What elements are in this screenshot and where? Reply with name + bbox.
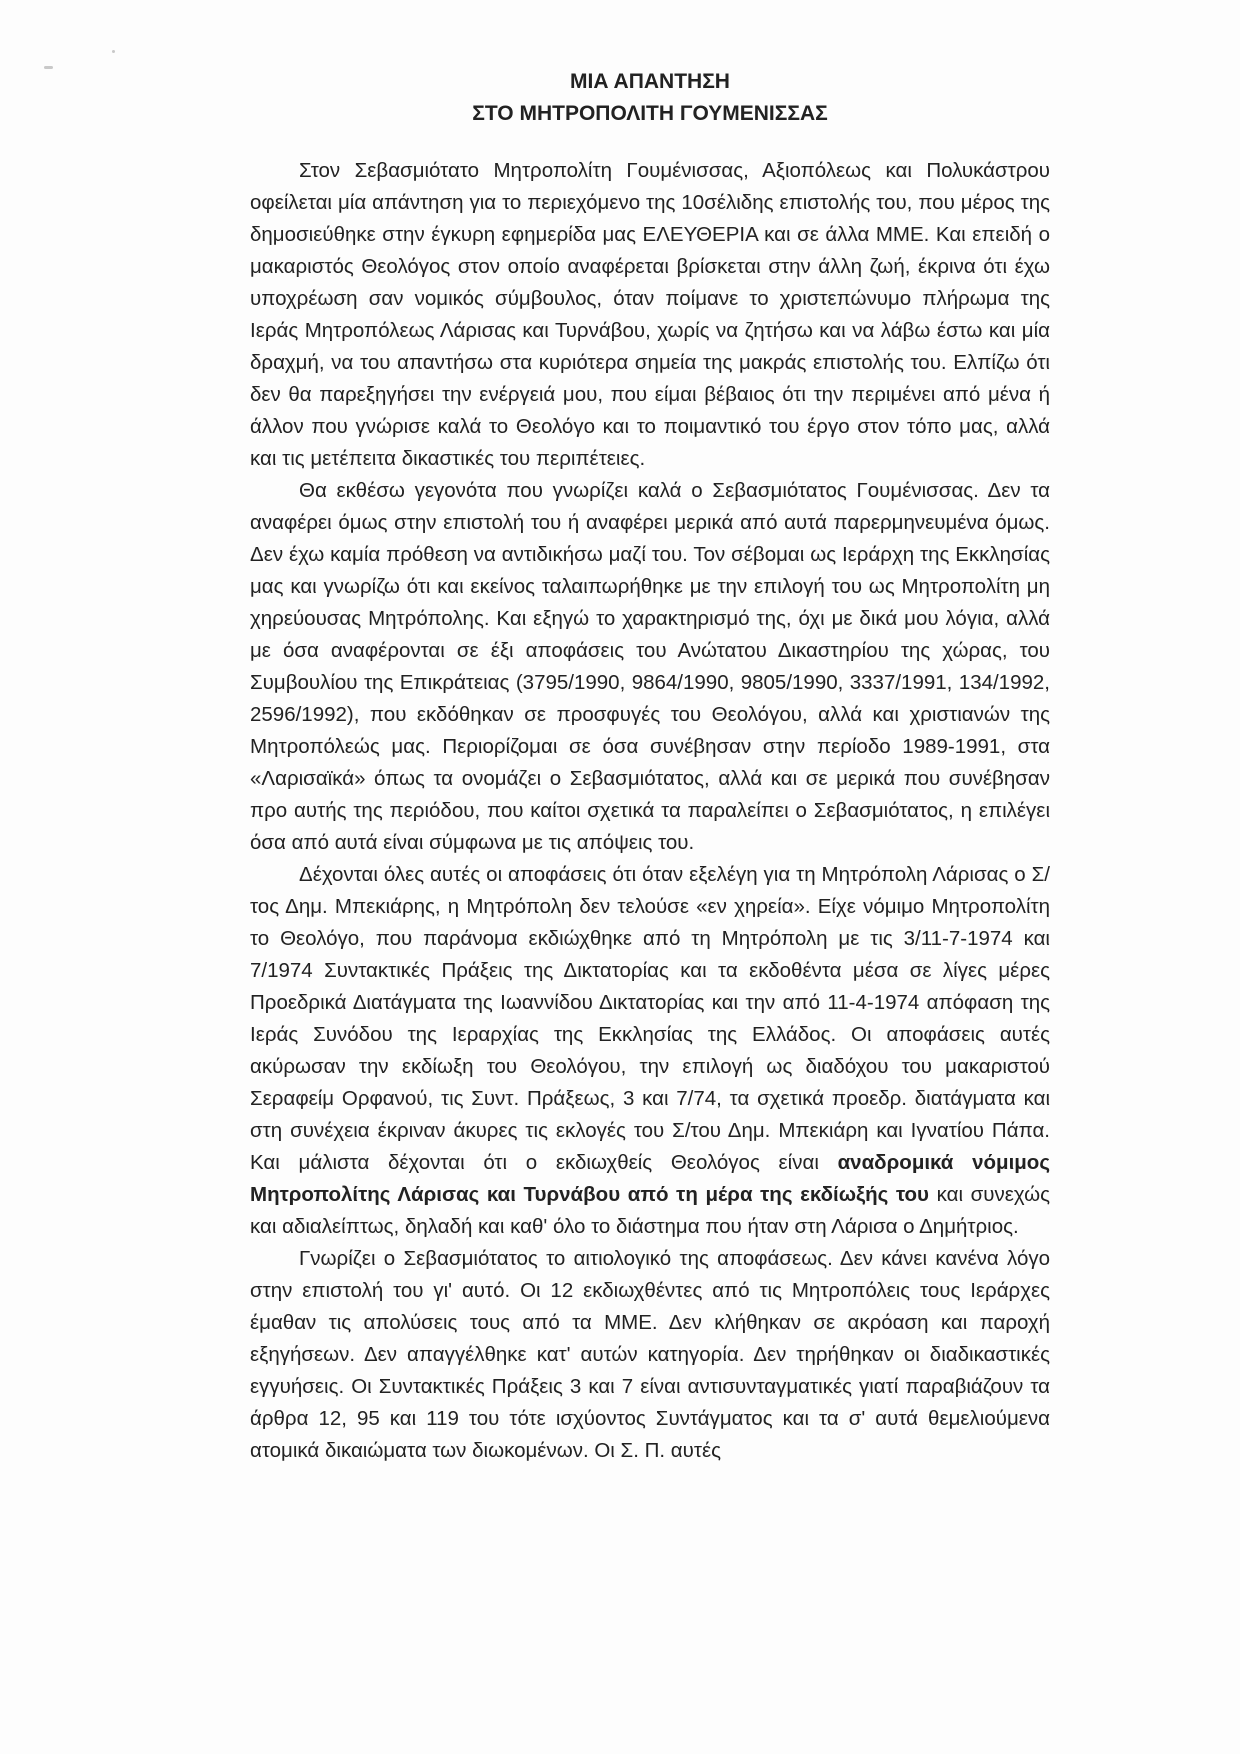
paragraph-3 <box>250 859 1050 1243</box>
paragraph-2: Θα εκθέσω γεγονότα που γνωρίζει καλά ο Σεβασμιότατος Γουμένισσας. Δεν τα αναφέρει όμως στην επιστολή του ή αναφέρει μερικά από αυτά παρερμηνευμένα όμως. Δεν έχω καμία πρόθεση να αντιδικήσω μαζί του. Τον σέβομαι ως Ιεράρχη της Εκκλησίας μας και γνωρίζω ότι και εκείνος ταλαιπωρήθηκε με την επιλογή του ως Μητροπολίτη μη χηρεύουσας Μητρόπολης. Και εξηγώ το χαρακτηρισμό της, όχι με δικά μου λόγια, αλλά με όσα αναφέρονται σε έξι αποφάσεις του Ανώτατου Δικαστηρίου της χώρας, του Συμβουλίου της Επικράτειας (3795/1990, 9864/1990, 9805/1990, 3337/1991, 134/1992, 2596/1992), που εκδόθηκαν σε προσφυγές του Θεολόγου, αλλά και χριστιανών της Μητροπόλεώς μας. Περιορίζομαι σε όσα συνέβησαν στην περίοδο 1989-1991, στα «Λαρισαϊκά» όπως τα ονομάζει ο Σεβασμιότατος, αλλά και σε μερικά που συνέβησαν προ αυτής της περιόδου, που καίτοι σχετικά τα παραλείπει ο Σεβασμιότατος, η επιλέγει όσα από αυτά είναι σύμφωνα με τις απόψεις του. <box>250 479 1050 854</box>
paragraph-3-text-start: Δέχονται όλες αυτές οι αποφάσεις ότι όταν εξελέγη για τη Μητρόπολη Λάρισας ο Σ/τος Δημ. Μπεκιάρης, η Μητρόπολη δεν τελούσε «εν χηρεία». Είχε νόμιμο Μητροπολίτη το Θεολόγο, που παράνομα εκδιώχθηκε από τη Μητρόπολη με τις 3/11-7-1974 και 7/1974 Συντακτικές Πράξεις της Δικτατορίας και τα εκδοθέντα μέσα σε λίγες μέρες Προεδρικά Διατάγματα της Ιωαννίδου Δικτατορίας και την από 11-4-1974 απόφαση της Ιεράς Συνόδου της Ιεραρχίας της Εκκλησίας της Ελλάδος. Οι αποφάσεις αυτές ακύρωσαν την εκδίωξη του Θεολόγου, την επιλογή ως διαδόχου του μακαριστού Σεραφείμ Ορφανού, τις Συντ. Πράξεως, 3 και 7/74, τα σχετικά προεδρ. διατάγματα και στη συνέχεια έκριναν άκυρες τις εκλογές του Σ/του Δημ. Μπεκιάρη και Ιγνατίου Πάπα. Και μάλιστα δέχονται ότι ο εκδιωχθείς Θεολόγος είναι <box>250 863 1050 1174</box>
document-title-line-1: ΜΙΑ ΑΠΑΝΤΗΣΗ <box>570 70 730 93</box>
document-body <box>250 66 1050 1467</box>
paragraph-1: Στον Σεβασμιότατο Μητροπολίτη Γουμένισσας, Αξιοπόλεως και Πολυκάστρου οφείλεται μία απάντηση για το περιεχόμενο της 10σέλιδης επιστολής του, που μέρος της δημοσιεύθηκε στην έγκυρη εφημερίδα μας ΕΛΕΥΘΕΡΙΑ και σε άλλα ΜΜΕ. Και επειδή ο μακαριστός Θεολόγος στον οποίο αναφέρεται βρίσκεται στην άλλη ζωή, έκρινα ότι έχω υποχρέωση σαν νομικός σύμβουλος, όταν ποίμανε το χριστεπώνυμο πλήρωμα της Ιεράς Μητροπόλεως Λάρισας και Τυρνάβου, χωρίς να ζητήσω και να λάβω έστω και μία δραχμή, να του απαντήσω στα κυριότερα σημεία της μακράς επιστολής του. Ελπίζω ότι δεν θα παρεξηγήσει την ενέργειά μου, που είμαι βέβαιος ότι την περιμένει από μένα ή άλλον που γνώρισε καλά το Θεολόγο και το ποιμαντικό του έργο στον τόπο μας, αλλά και τις μετέπειτα δικαστικές του περιπέτειες. <box>250 159 1050 470</box>
document-title-line-2: ΣΤΟ ΜΗΤΡΟΠΟΛΙΤΗ ΓΟΥΜΕΝΙΣΣΑΣ <box>472 102 828 125</box>
paragraph-3-text-end: και συνεχώς και αδιαλείπτως, δηλαδή και καθ' όλο το διάστημα που ήταν στη Λάρισα ο Δημήτριος. <box>250 1183 1050 1238</box>
paragraph-4: Γνωρίζει ο Σεβασμιότατος το αιτιολογικό της αποφάσεως. Δεν κάνει κανένα λόγο στην επιστολή του γι' αυτό. Οι 12 εκδιωχθέντες από τις Μητροπόλεις τους Ιεράρχες έμαθαν τις απολύσεις τους από τα ΜΜΕ. Δεν κλήθηκαν σε ακρόαση και παροχή εξηγήσεων. Δεν απαγγέλθηκε κατ' αυτών κατηγορία. Δεν τηρήθηκαν οι διαδικαστικές εγγυήσεις. Οι Συντακτικές Πράξεις 3 και 7 είναι αντισυνταγματικές γιατί παραβιάζουν τα άρθρα 12, 95 και 119 του τότε ισχύοντος Συντάγματος και τα σ' αυτά θεμελιούμενα ατομικά δικαιώματα των διωκομένων. Οι Σ. Π. αυτές <box>250 1247 1050 1462</box>
scan-artifact <box>112 50 115 53</box>
paragraph-3-bold-text: αναδρομικά νόμιμος Μητροπολίτης Λάρισας και Τυρνάβου από τη μέρα της εκδίωξής του <box>250 1151 1050 1206</box>
scan-artifact <box>44 66 53 69</box>
